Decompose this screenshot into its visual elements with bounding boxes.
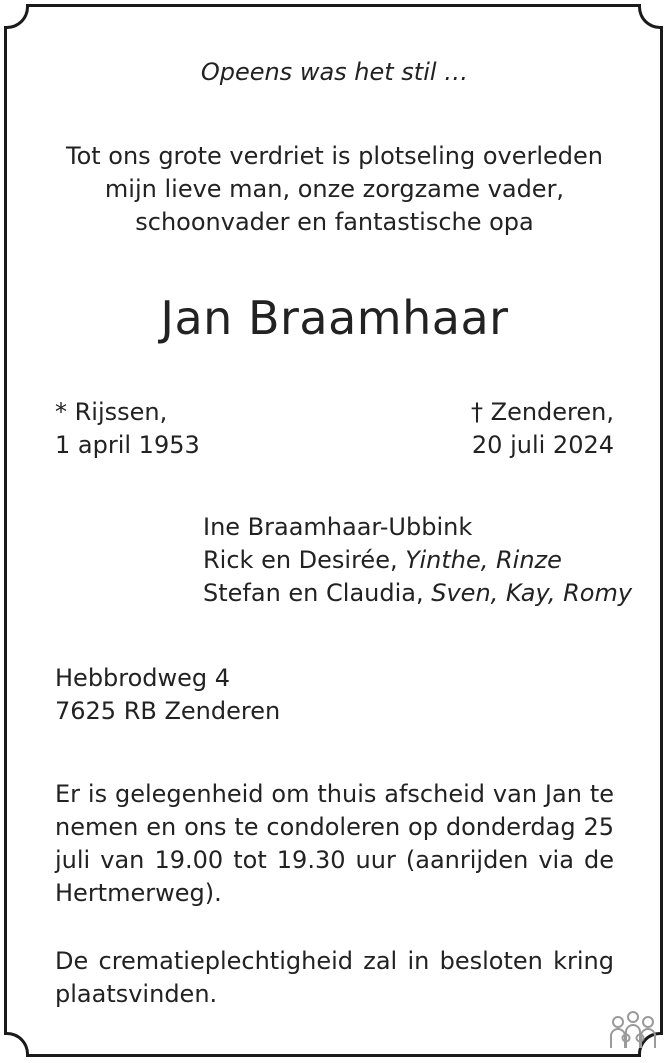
family-names: Rick en Desirée, [203,546,406,574]
family-line [203,577,632,610]
intro-line: Opeens was het stil … [200,58,469,86]
cremation-paragraph: De crematieplechtigheid zal in besloten kring plaatsvinden. [55,947,614,1008]
address-city: 7625 RB Zenderen [55,697,281,725]
death-date: 20 juli 2024 [471,431,614,459]
birth-place: * Rijssen, [55,398,168,426]
announcement-line: mijn lieve man, onze zorgzame vader, [104,175,565,203]
family-list [203,511,632,610]
announcement-line: schoonvader en fantastische opa [135,208,534,236]
family-circles-icon [608,1008,658,1050]
address-street: Hebbrodweg 4 [55,664,231,692]
family-line [203,544,632,577]
death-place: † Zenderen, [471,398,614,426]
announcement-line: Tot ons grote verdriet is plotseling overleden [65,142,604,170]
family-names: Stefan en Claudia, [203,579,432,607]
birth-date: 1 april 1953 [55,431,200,459]
family-children: Sven, Kay, Romy [431,579,633,607]
birth-info [55,396,200,462]
border-corner [638,4,663,29]
border-corner [4,4,29,29]
death-info [471,396,614,462]
announcement [0,140,669,239]
border-corner [4,1032,29,1057]
family-line: Ine Braamhaar-Ubbink [203,513,473,541]
condolence-paragraph: Er is gelegenheid om thuis afscheid van Jan te nemen en ons te condoleren op donderdag 25 juli van 19.00 tot 19.30 uur (aanrijden via de Hertmerweg). [55,780,614,907]
deceased-name: Jan Braamhaar [160,291,509,345]
family-children: Yinthe, Rinze [405,546,562,574]
address [55,662,280,728]
